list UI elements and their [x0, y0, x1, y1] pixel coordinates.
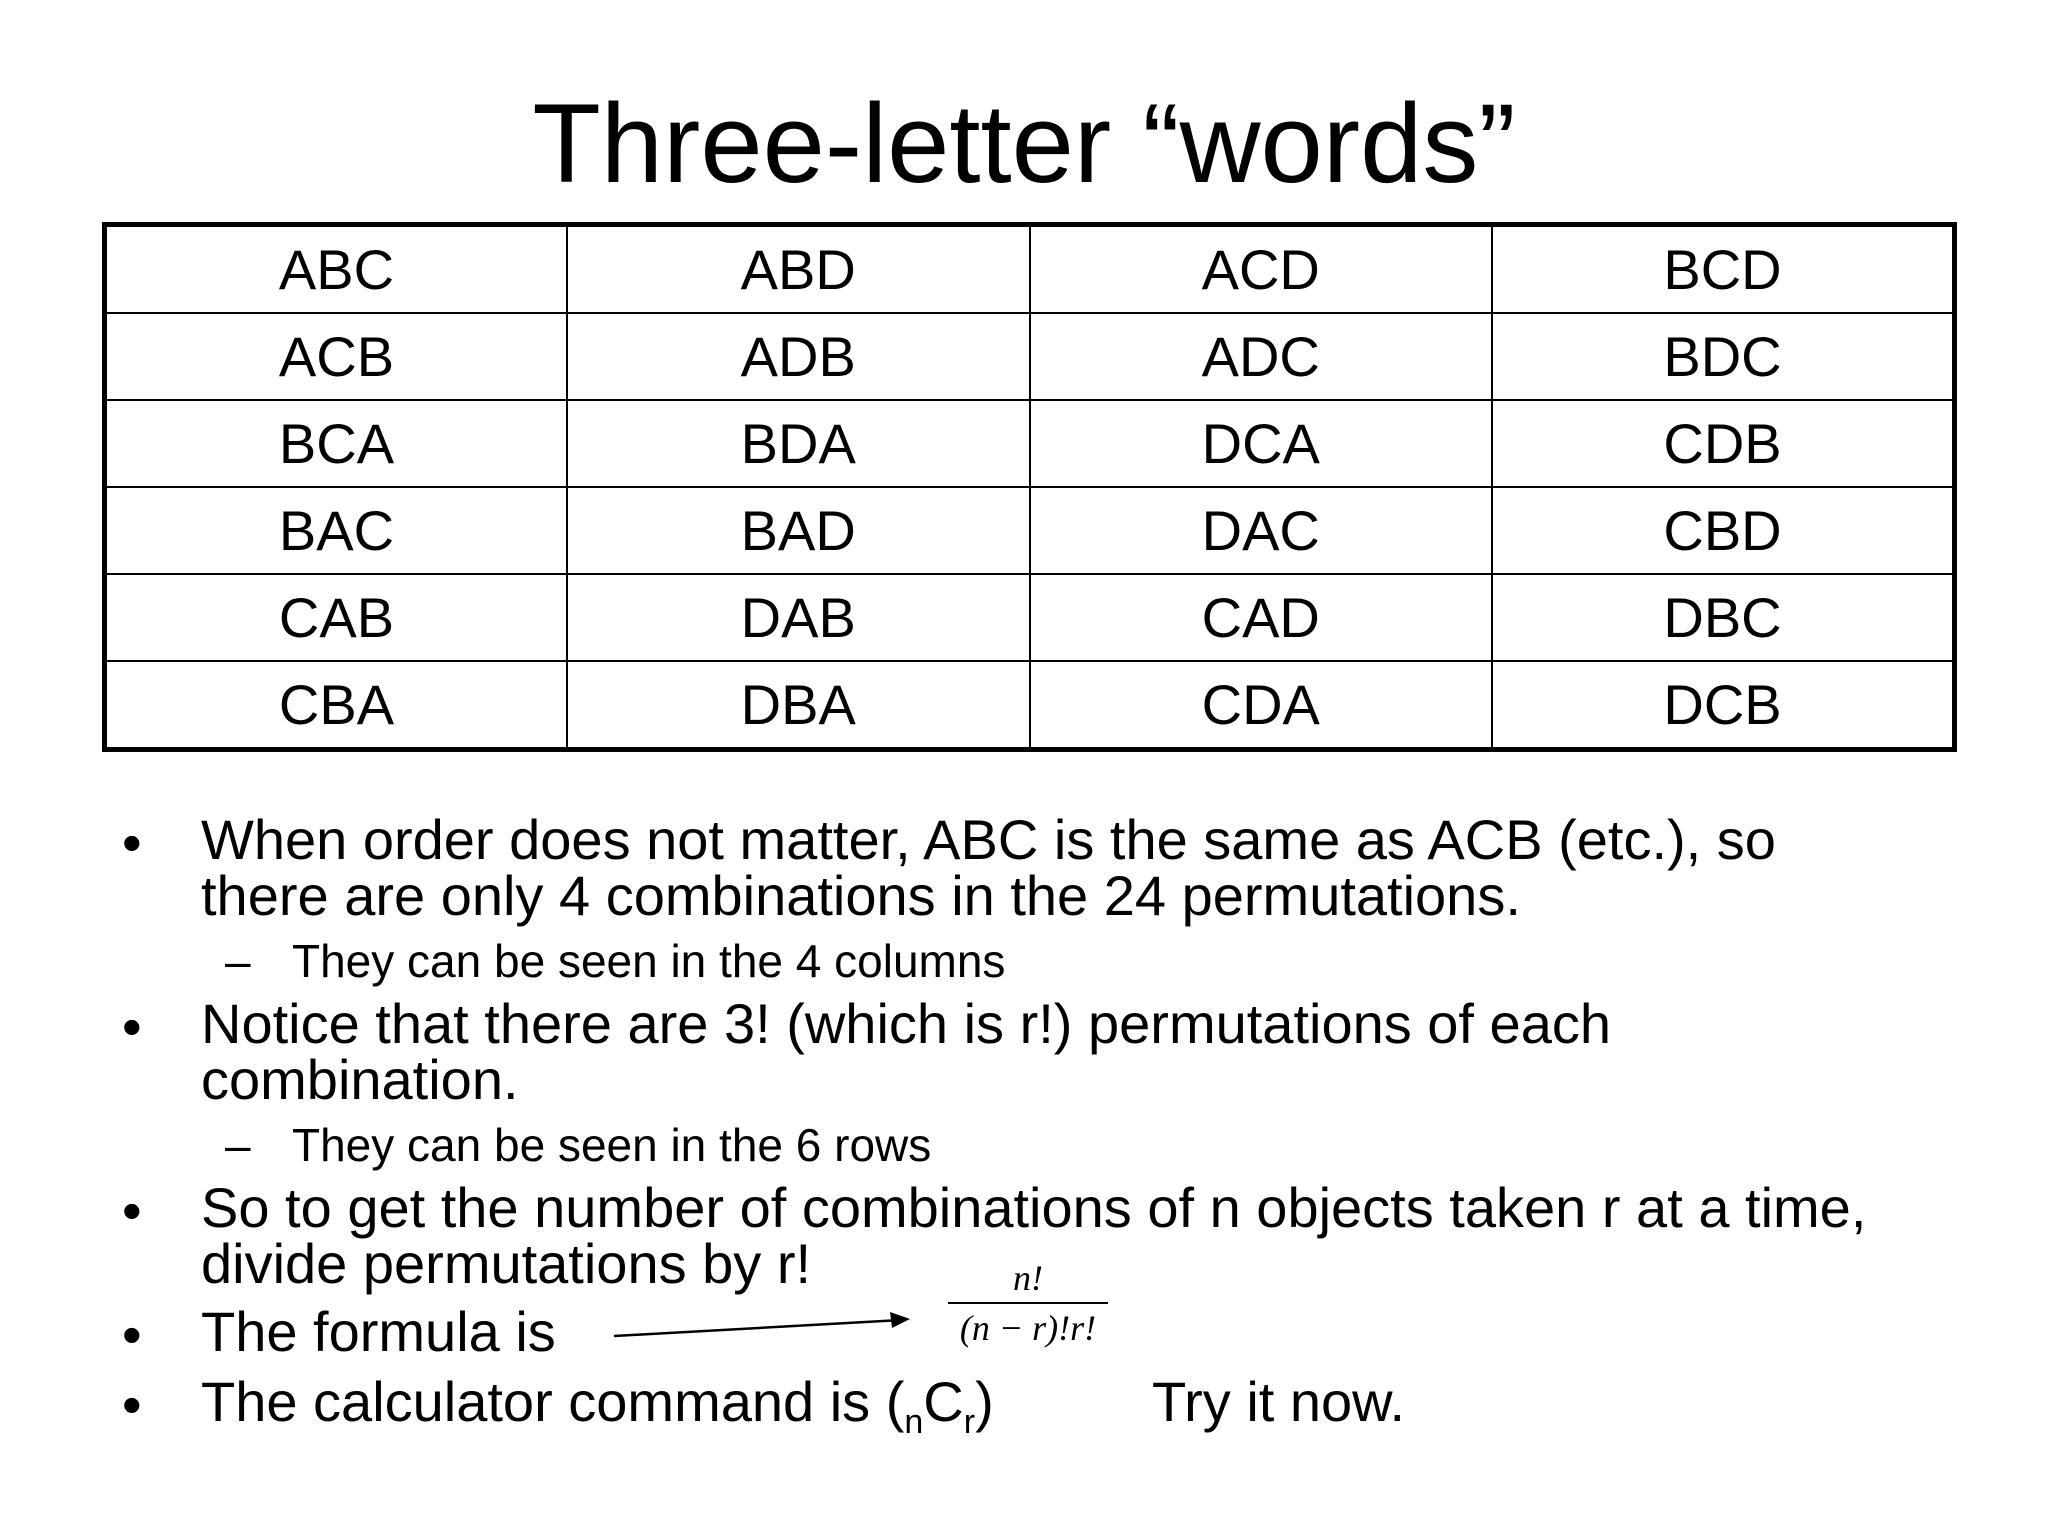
table-cell: DBC: [1492, 574, 1955, 661]
table-cell: ADC: [1030, 313, 1493, 400]
table-cell: DAC: [1030, 487, 1493, 574]
bullet-marker: •: [122, 1373, 142, 1436]
table-cell: CAD: [1030, 574, 1493, 661]
calc-sub-n: n: [904, 1403, 924, 1441]
bullet-1-sub: They can be seen in the 4 columns: [292, 935, 1006, 987]
table-cell: DCA: [1030, 400, 1493, 487]
bullet-marker: •: [122, 1303, 142, 1366]
table-cell: ADB: [567, 313, 1030, 400]
table-cell: CDB: [1492, 400, 1955, 487]
bullet-1-line-1: When order does not matter, ABC is the same as ACB (etc.), so: [201, 808, 1776, 871]
bullet-4-text: The formula is: [201, 1300, 556, 1363]
table-cell: DBA: [567, 661, 1030, 750]
bullet-2-line-1: Notice that there are 3! (which is r!) permutations of each: [201, 992, 1611, 1055]
slide-title: Three-letter “words”: [532, 81, 1516, 206]
bullet-marker: •: [122, 1179, 142, 1242]
bullet-5-text: [201, 1370, 994, 1441]
bullet-marker: •: [122, 995, 142, 1058]
table-cell: BCA: [105, 400, 568, 487]
table-cell: BCD: [1492, 225, 1955, 314]
fraction-bar: [948, 1302, 1108, 1304]
calc-c: C: [923, 1370, 964, 1433]
try-it-now: Try it now.: [1152, 1370, 1406, 1433]
table-cell: ACB: [105, 313, 568, 400]
table-cell: BAD: [567, 487, 1030, 574]
table-cell: CDA: [1030, 661, 1493, 750]
table-cell: BDA: [567, 400, 1030, 487]
bullet-3-line-2: divide permutations by r!: [201, 1232, 812, 1295]
table-cell: CBA: [105, 661, 568, 750]
formula-numerator: n!: [1013, 1258, 1043, 1298]
formula-denominator: (n − r)!r!: [959, 1308, 1097, 1348]
sub-bullet-marker: –: [225, 935, 251, 987]
sub-bullet-marker: –: [225, 1119, 251, 1171]
table-cell: BDC: [1492, 313, 1955, 400]
table-cell: ABD: [567, 225, 1030, 314]
bullet-3-line-1: So to get the number of combinations of n objects taken r at a time,: [201, 1176, 1867, 1239]
bullet-marker: •: [122, 811, 142, 874]
table-cell: ACD: [1030, 225, 1493, 314]
bullet-2-line-2: combination.: [201, 1048, 519, 1111]
calc-command-prefix: The calculator command is (: [201, 1370, 905, 1433]
calc-close: ): [975, 1370, 994, 1433]
table-cell: CAB: [105, 574, 568, 661]
arrow-icon: [610, 1310, 920, 1360]
table-cell: DAB: [567, 574, 1030, 661]
table-cell: DCB: [1492, 661, 1955, 750]
table-cell: ABC: [105, 225, 568, 314]
table-cell: BAC: [105, 487, 568, 574]
bullet-2-sub: They can be seen in the 6 rows: [292, 1119, 932, 1171]
calc-sub-r: r: [963, 1403, 976, 1441]
bullet-1-line-2: there are only 4 combinations in the 24 permutations.: [201, 864, 1521, 927]
combination-formula: [948, 1258, 1108, 1348]
table-cell: CBD: [1492, 487, 1955, 574]
